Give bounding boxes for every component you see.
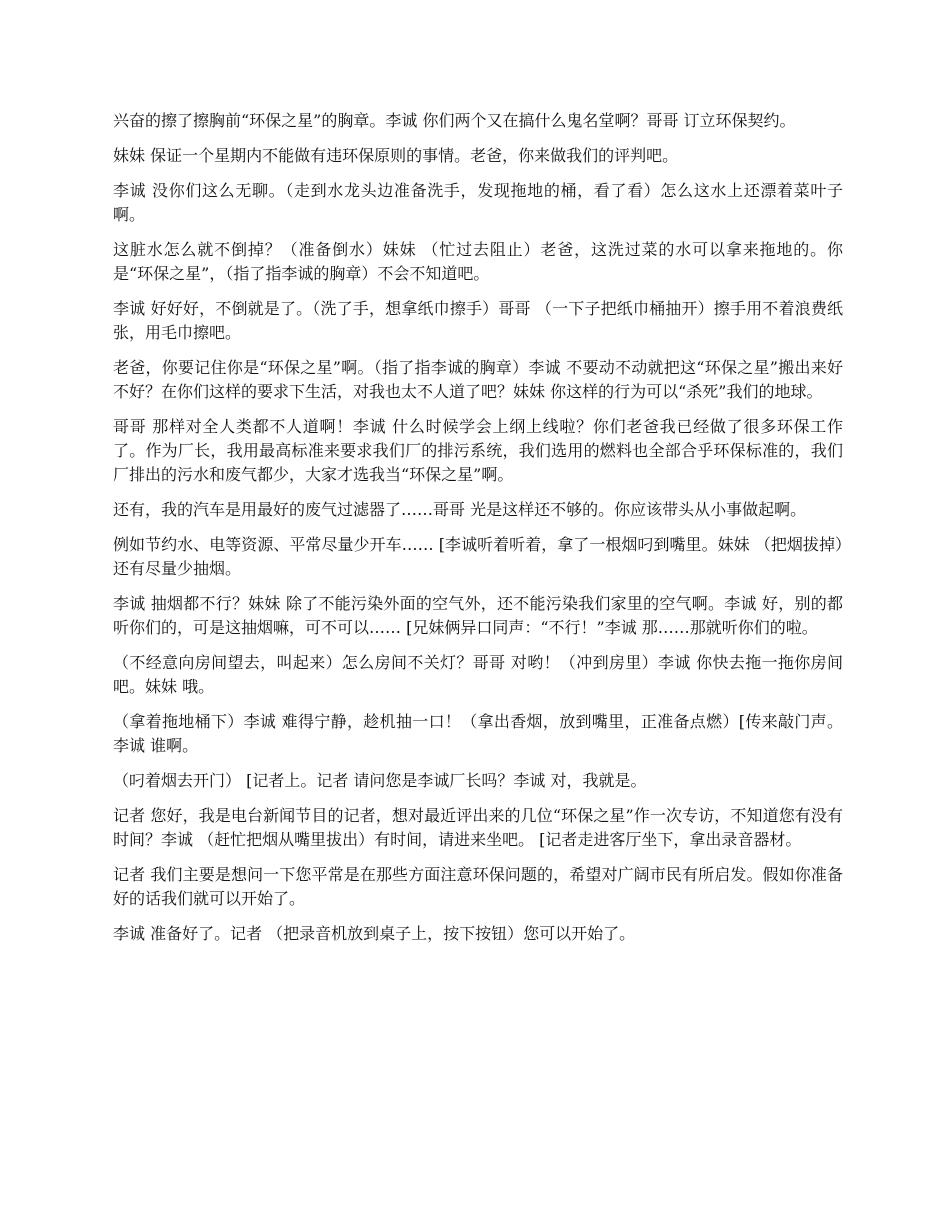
paragraph-16: 李诚 准备好了。记者 （把录音机放到桌子上，按下按钮）您可以开始了。: [113, 924, 636, 943]
paragraph-15: 记者 我们主要是想问一下您平常是在那些方面注意环保问题的，希望对广阔市民有所启发。假如你准备好的话我们就可以开始了。: [113, 865, 843, 908]
paragraph-2: 妹妹 保证一个星期内不能做有违环保原则的事情。老爸，你来做我们的评判吧。: [113, 146, 679, 165]
paragraph-13: （叼着烟去开门） [记者上。记者 请问您是李诚厂长吗？李诚 对，我就是。: [113, 771, 647, 790]
document-body: [113, 109, 843, 957]
paragraph-11: （不经意向房间望去，叫起来）怎么房间不关灯？哥哥 对哟！（冲到房里）李诚 你快去拖一拖你房间吧。妹妹 哦。: [113, 653, 843, 696]
paragraph-1: 兴奋的擦了擦胸前“环保之星”的胸章。李诚 你们两个又在搞什么鬼名堂啊？哥哥 订立环保契约。: [113, 111, 796, 130]
paragraph-12: （拿着拖地桶下）李诚 难得宁静，趁机抽一口！（拿出香烟，放到嘴里，正准备点燃）[传来敲门声。李诚 谁啊。: [113, 712, 843, 755]
paragraph-6: 老爸，你要记住你是“环保之星”啊。（指了指李诚的胸章）李诚 不要动不动就把这“环保之星”搬出来好不好？在你们这样的要求下生活，对我也太不人道了吧？妹妹 你这样的行为可以“杀死”我们的地球。: [113, 358, 843, 401]
paragraph-5: 李诚 好好好，不倒就是了。（洗了手，想拿纸巾擦手）哥哥 （一下子把纸巾桶抽开）擦手用不着浪费纸张，用毛巾擦吧。: [113, 299, 843, 342]
paragraph-9: 例如节约水、电等资源、平常尽量少开车…… [李诚听着听着，拿了一根烟叼到嘴里。妹妹 （把烟拔掉）还有尽量少抽烟。: [113, 535, 843, 578]
paragraph-10: 李诚 抽烟都不行？妹妹 除了不能污染外面的空气外，还不能污染我们家里的空气啊。李诚 好，别的都听你们的，可是这抽烟嘛，可不可以…… [兄妹俩异口同声：“不行！”李诚 那……那就听你们的啦。: [113, 594, 843, 637]
paragraph-14: 记者 您好，我是电台新闻节目的记者，想对最近评出来的几位“环保之星”作一次专访，不知道您有没有时间？李诚 （赶忙把烟从嘴里拔出）有时间，请进来坐吧。 [记者走进客厅坐下，拿出录音器材。: [113, 806, 843, 849]
paragraph-8: 还有，我的汽车是用最好的废气过滤器了……哥哥 光是这样还不够的。你应该带头从小事做起啊。: [113, 500, 807, 519]
paragraph-3: 李诚 没你们这么无聊。（走到水龙头边准备洗手，发现拖地的桶，看了看）怎么这水上还漂着菜叶子啊。: [113, 181, 843, 224]
paragraph-4: 这脏水怎么就不倒掉？（准备倒水）妹妹 （忙过去阻止）老爸，这洗过菜的水可以拿来拖地的。你是“环保之星”，（指了指李诚的胸章）不会不知道吧。: [113, 240, 843, 283]
paragraph-7: 哥哥 那样对全人类都不人道啊！李诚 什么时候学会上纲上线啦？你们老爸我已经做了很多环保工作了。作为厂长，我用最高标准来要求我们厂的排污系统，我们选用的燃料也全部合乎环保标准的，我们厂排出的污水和废气都少，大家才选我当“环保之星”啊。: [113, 417, 843, 484]
